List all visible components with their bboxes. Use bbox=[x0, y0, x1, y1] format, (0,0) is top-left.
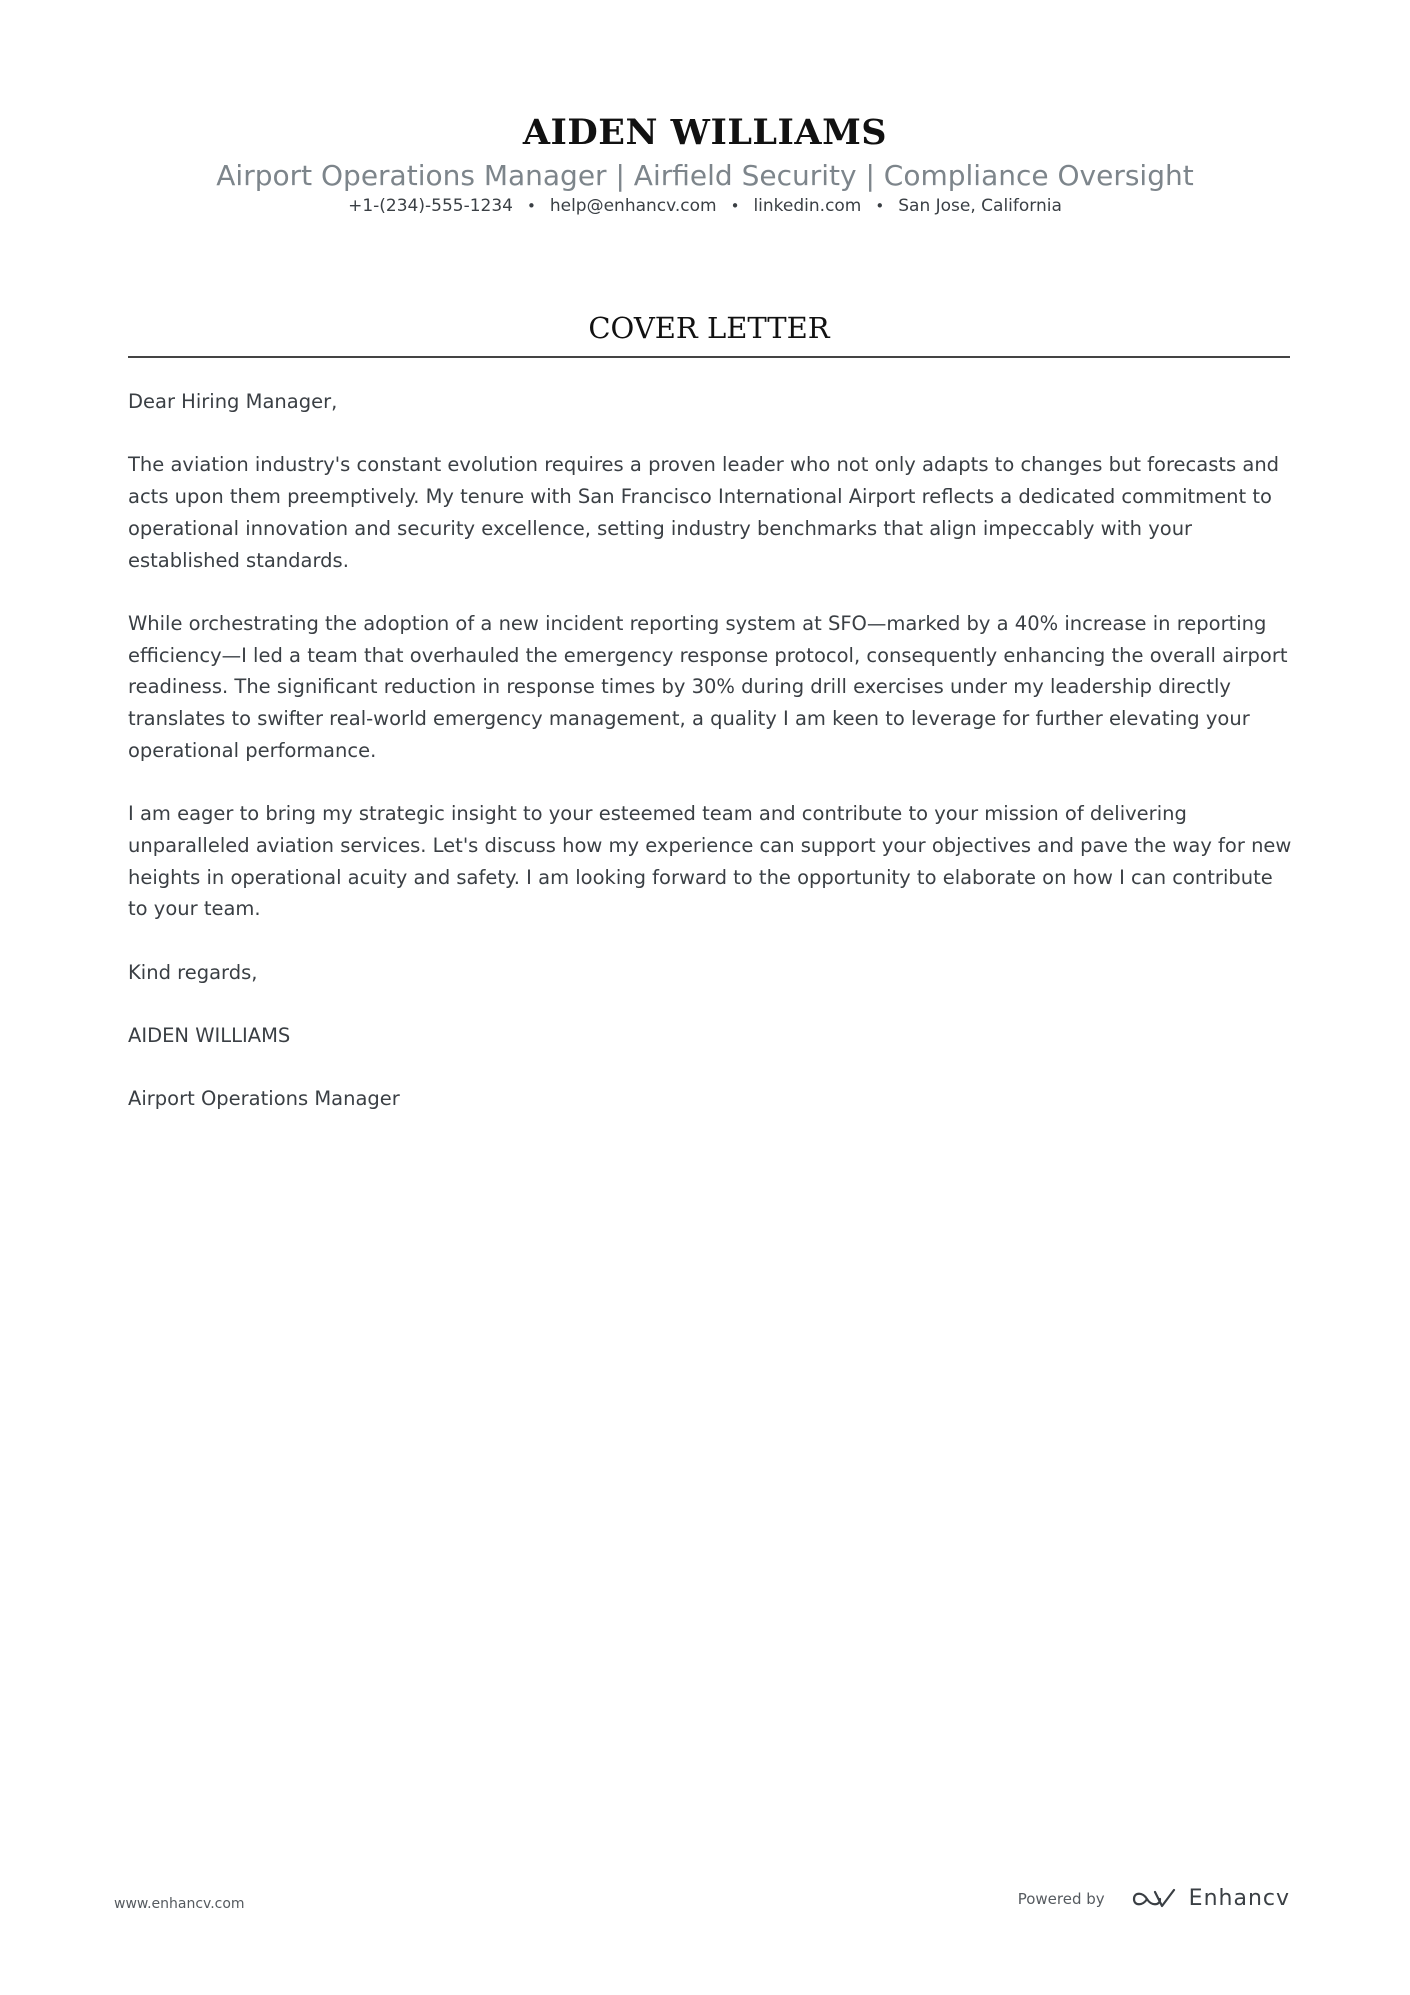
applicant-name: AIDEN WILLIAMS bbox=[522, 112, 888, 153]
letter-body bbox=[128, 386, 1293, 1147]
letter-paragraph: While orchestrating the adoption of a new incident reporting system at SFO—marked by a 40% increase in reporting efficiency—I led a team that overhauled the emergency response protocol, consequently enhancing the overall airport readiness. The significant reduction in response times by 30% during drill exercises under my leadership directly translates to swifter real-world emergency management, a quality I am keen to leverage for further elevating your operational performance. bbox=[128, 611, 1288, 762]
letter-paragraph: I am eager to bring my strategic insight to your esteemed team and contribute to your mission of delivering unparalleled aviation services. Let's discuss how my experience can support your objectives and pave the way for new heights in operational acuity and safety. I am looking forward to the opportunity to elaborate on how I can contribute to your team. bbox=[128, 802, 1292, 921]
separator-dot: • bbox=[730, 197, 740, 215]
powered-by-label: Powered by bbox=[1017, 1890, 1105, 1908]
section-divider bbox=[128, 356, 1290, 358]
letter-paragraph: The aviation industry's constant evolution requires a proven leader who not only adapts to changes but forecasts and acts upon them preemptively. My tenure with San Francisco International Airport reflects a dedicated commitment to operational innovation and security excellence, setting industry benchmarks that align impeccably with your established standards. bbox=[128, 453, 1280, 572]
contact-phone[interactable]: +1-(234)-555-1234 bbox=[348, 196, 513, 216]
enhancv-logo-icon bbox=[1131, 1887, 1177, 1911]
contact-email[interactable]: help@enhancv.com bbox=[549, 196, 717, 216]
letter-greeting: Dear Hiring Manager, bbox=[128, 390, 338, 413]
letter-header bbox=[0, 110, 1410, 218]
separator-dot: • bbox=[526, 197, 536, 215]
brand-name: Enhancv bbox=[1188, 1886, 1290, 1911]
letter-closing: Kind regards, bbox=[128, 960, 258, 984]
section-title: COVER LETTER bbox=[588, 311, 830, 345]
separator-dot: • bbox=[875, 197, 885, 215]
signature-name: AIDEN WILLIAMS bbox=[128, 1023, 291, 1047]
footer-website[interactable]: www.enhancv.com bbox=[114, 1896, 245, 1912]
contact-line bbox=[0, 194, 1410, 218]
contact-linkedin[interactable]: linkedin.com bbox=[753, 196, 862, 216]
contact-location: San Jose, California bbox=[898, 196, 1062, 216]
applicant-headline: Airport Operations Manager | Airfield Security | Compliance Oversight bbox=[216, 159, 1194, 192]
powered-by-badge[interactable] bbox=[1018, 1886, 1290, 1912]
signature-title: Airport Operations Manager bbox=[128, 1087, 400, 1111]
